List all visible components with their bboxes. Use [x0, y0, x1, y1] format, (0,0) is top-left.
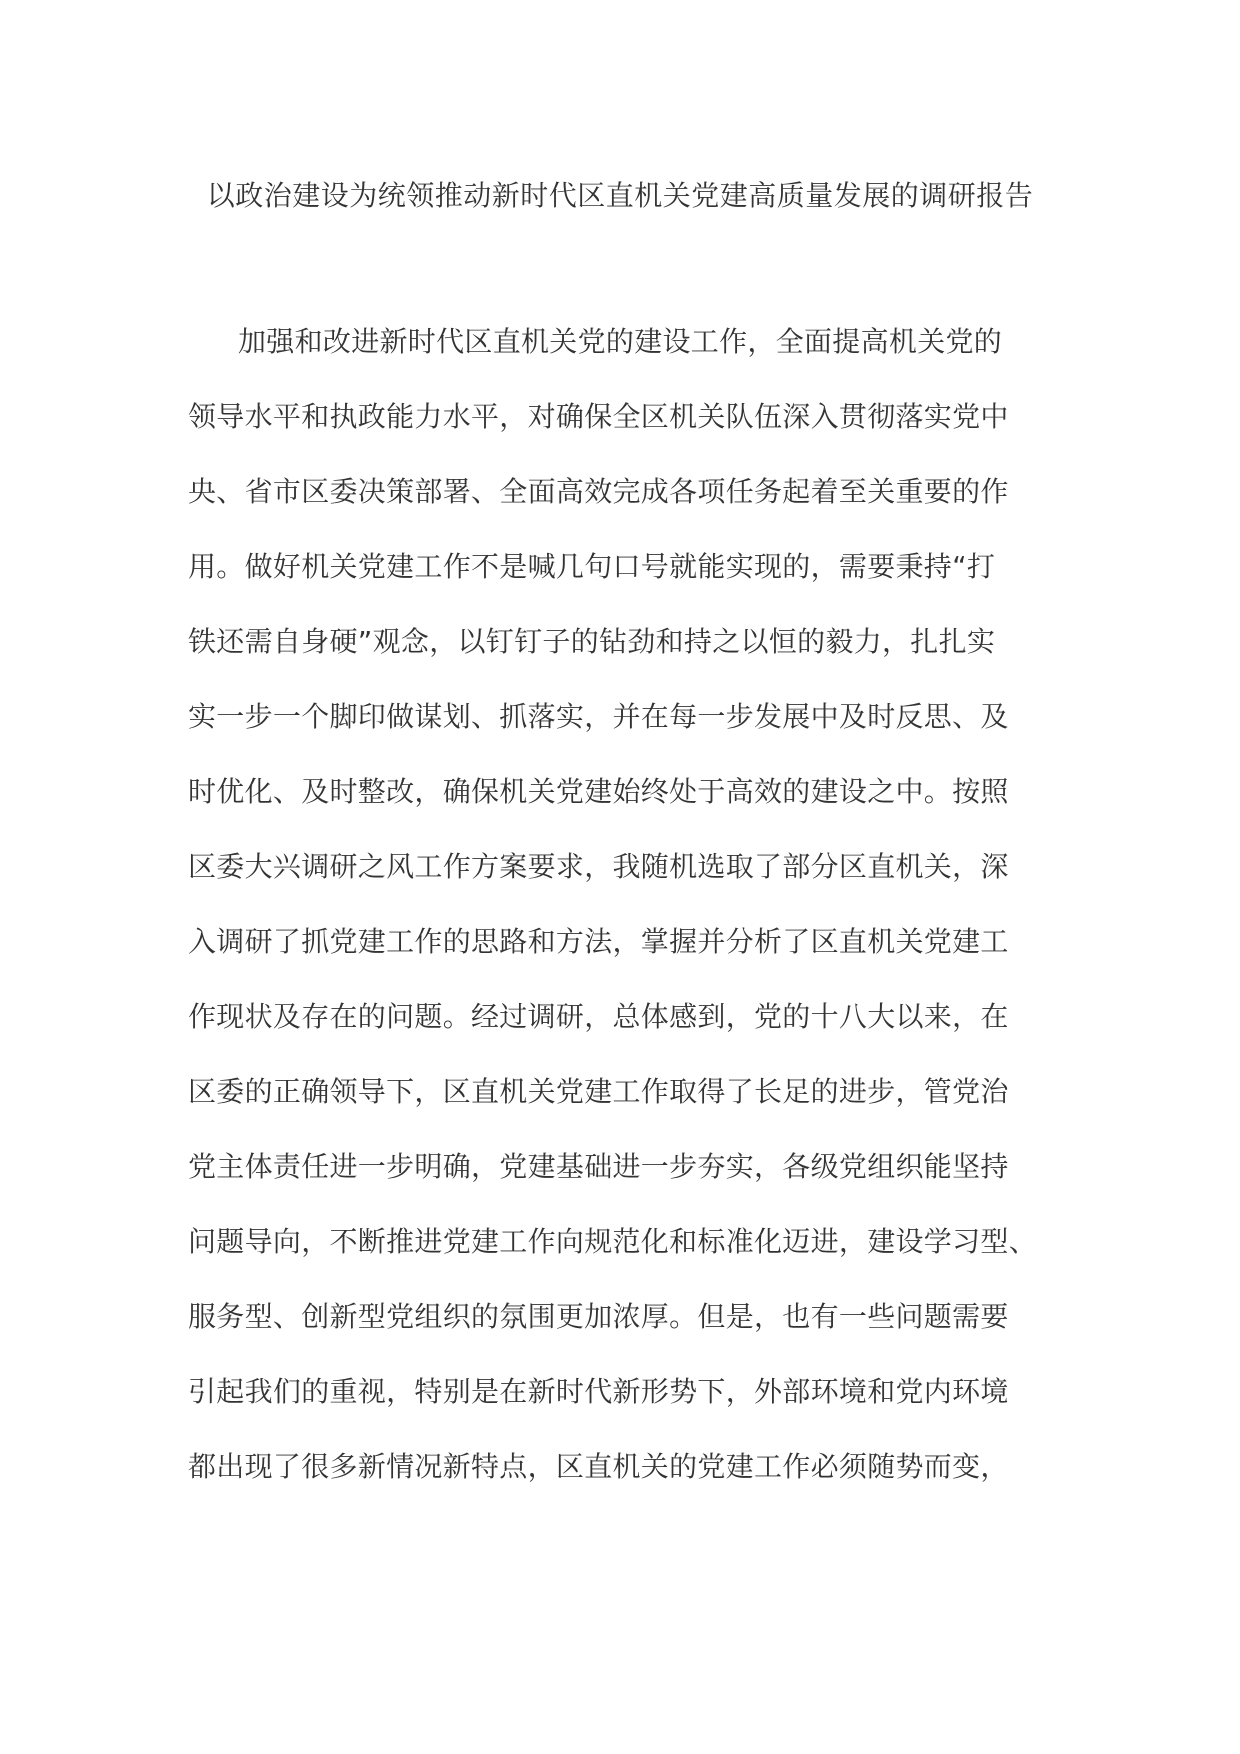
paragraph-line: 央、省市区委决策部署、全面高效完成各项任务起着至关重要的作: [188, 475, 1009, 508]
paragraph-line: 实一步一个脚印做谋划、抓落实，并在每一步发展中及时反思、及: [188, 700, 1009, 733]
paragraph-line: 铁还需自身硬”观念，以钉钉子的钻劲和持之以恒的毅力，扎扎实: [188, 625, 996, 658]
paragraph-line: 时优化、及时整改，确保机关党建始终处于高效的建设之中。按照: [188, 775, 1009, 808]
paragraph-line: 党主体责任进一步明确，党建基础进一步夯实，各级党组织能坚持: [188, 1150, 1009, 1183]
document-title: 以政治建设为统领推动新时代区直机关党建高质量发展的调研报告: [206, 179, 1034, 212]
document-body: [188, 322, 1068, 1522]
paragraph-line: 服务型、创新型党组织的氛围更加浓厚。但是，也有一些问题需要: [188, 1300, 1009, 1333]
paragraph-line: 引起我们的重视，特别是在新时代新形势下，外部环境和党内环境: [188, 1375, 1009, 1408]
paragraph-line: 作现状及存在的问题。经过调研，总体感到，党的十八大以来，在: [188, 1000, 1009, 1033]
paragraph-line: 区委的正确领导下，区直机关党建工作取得了长足的进步，管党治: [188, 1075, 1009, 1108]
paragraph-line: 都出现了很多新情况新特点，区直机关的党建工作必须随势而变，: [188, 1450, 1009, 1483]
paragraph-line: 问题导向，不断推进党建工作向规范化和标准化迈进，建设学习型、: [188, 1225, 1038, 1258]
paragraph-line: 区委大兴调研之风工作方案要求，我随机选取了部分区直机关，深: [188, 850, 1009, 883]
paragraph-line: 入调研了抓党建工作的思路和方法，掌握并分析了区直机关党建工: [188, 925, 1009, 958]
paragraph-line: 加强和改进新时代区直机关党的建设工作，全面提高机关党的: [238, 325, 1003, 358]
paragraph-line: 用。做好机关党建工作不是喊几句口号就能实现的，需要秉持“打: [188, 550, 996, 583]
paragraph-line: 领导水平和执政能力水平，对确保全区机关队伍深入贯彻落实党中: [188, 400, 1009, 433]
